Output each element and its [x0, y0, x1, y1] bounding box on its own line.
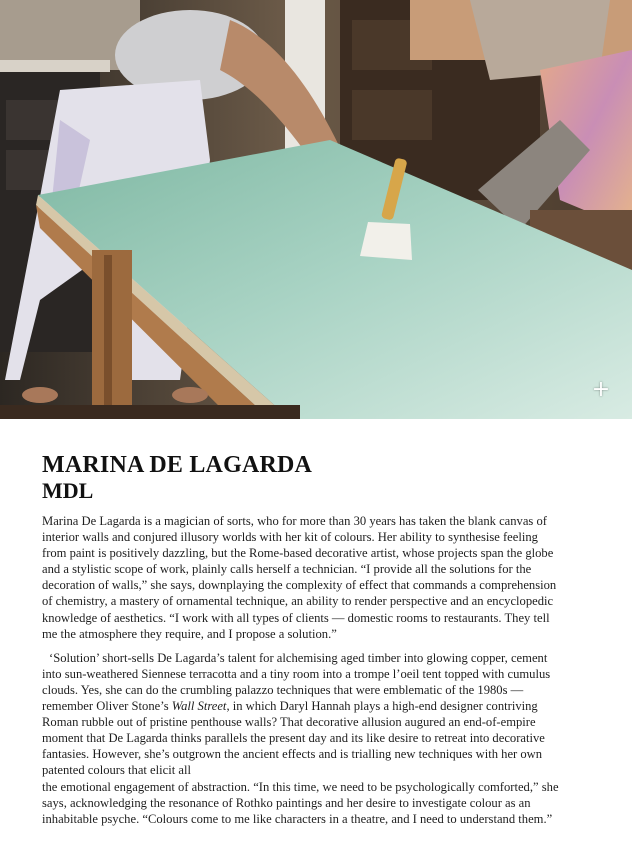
p2-line: , in which Daryl Hannah plays a high-end designer contriving [226, 699, 538, 714]
p2-line: inhabitable psyche. “Colours come to me like characters in a theatre, and I need to understand them.” [42, 811, 553, 826]
p1-line: me the atmosphere they require, and I propose a solution.” [42, 626, 337, 641]
p2-line: remember Oliver Stone’s [42, 699, 172, 714]
p1-line: from paint is positively dazzling, but the Rome-based decorative artist, whose projects span the globe [42, 546, 554, 561]
p2-line: clouds. Yes, she can do the crumbling palazzo techniques that were emblematic of the 1980s — [42, 682, 524, 697]
artist-painting-table-image [0, 0, 632, 419]
p1-line: knowledge of aesthetics. “I work with all types of clients — domestic rooms to restaurants. They tell [42, 610, 550, 625]
expand-icon[interactable]: + [591, 377, 611, 402]
hero-photo [0, 0, 632, 419]
article-subtitle: MDL [42, 478, 94, 503]
p1-line: interior walls and conjured illusory worlds with her kit of colours. Her ability to synthesise feeling [42, 530, 538, 545]
p2-line: into sun-weathered Siennese terracotta and a tiny room into a trompe l’oeil tent topped with cumulus [42, 666, 551, 681]
article [42, 452, 594, 827]
p1-line: Marina De Lagarda is a magician of sorts, who for more than 30 years has taken the blank canvas of [42, 514, 547, 528]
p2-line: Roman rubble out of pristine penthouse walls? That decorative allusion augured an end-of-empire [42, 715, 536, 730]
film-title: Wall Street [171, 699, 227, 714]
p2-line: patented colours that elicit all [42, 763, 191, 778]
paragraph-2 [42, 650, 594, 827]
p2-line: moment that De Lagarda thinks parallels the present day and its like desire to retreat into decorative [42, 731, 545, 746]
p1-line: decoration of walls,” she says, downplaying the complexity of effect that commands a comprehension [42, 578, 557, 593]
p1-line: and a stylistic scope of work, plainly calls herself a technician. “I provide all the solutions for the [42, 562, 532, 577]
p2-line: ‘Solution’ short-sells De Lagarda’s talent for alchemising aged timber into glowing copper, cement [49, 650, 548, 665]
p2-line: fantasies. However, she’s outgrown the ancient effects and is trialling new techniques with her own [42, 747, 543, 762]
paragraph-1 [42, 513, 594, 642]
article-title: MARINA DE LAGARDA [42, 452, 313, 478]
p2-line: the emotional engagement of abstraction. “In this time, we need to be psychologically comforted,” she [42, 779, 559, 794]
p2-line: says, acknowledging the resonance of Rothko paintings and her desire to investigate colour as an [42, 795, 531, 810]
p1-line: of chemistry, a mastery of ornamental technique, an ability to render perspective and an encyclopedic [42, 594, 554, 609]
